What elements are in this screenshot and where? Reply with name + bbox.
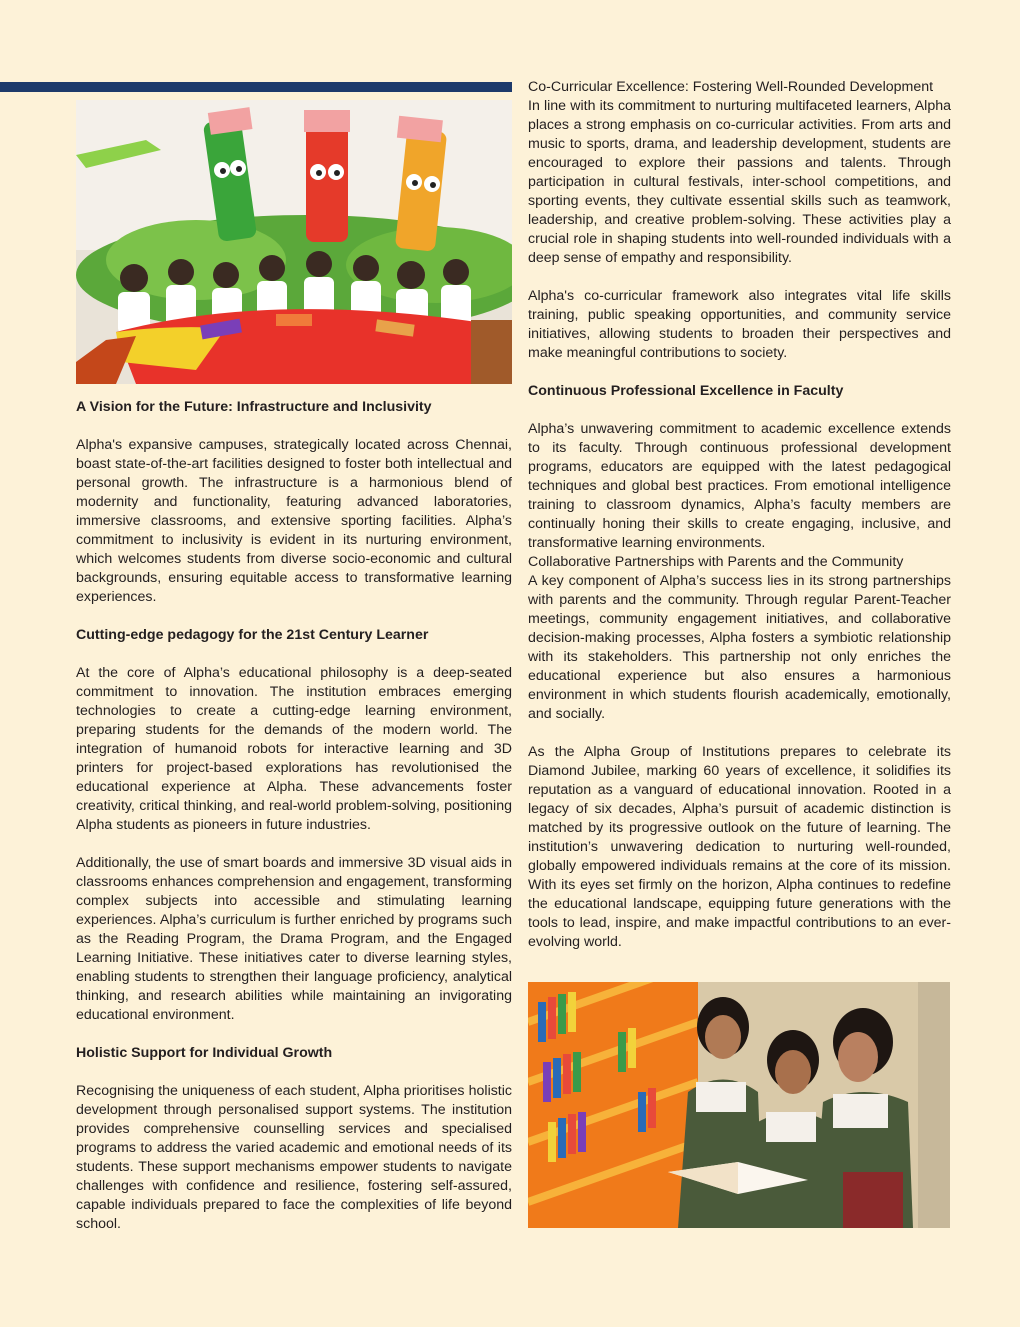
accent-bar — [0, 82, 512, 92]
section-heading: Co-Curricular Excellence: Fostering Well-Rounded Development — [528, 79, 934, 95]
left-column — [76, 398, 512, 1234]
section-heading: Cutting-edge pedagogy for the 21st Century Learner — [76, 627, 429, 643]
paragraph: In line with its commitment to nurturing multifaceted learners, Alpha places a strong emphasis on co-curricular activities. From arts and music to sports, drama, and leadership development, students are encouraged to explore their passions and talents. Through participation in cultural festivals, inter-school competitions, and sporting events, they cultivate essential skills such as teamwork, leadership, and creative problem-solving. These activities play a crucial role in shaping students into well-rounded individuals with a deep sense of empathy and responsibility. — [528, 98, 951, 266]
library-photo — [528, 982, 950, 1228]
section-heading: Holistic Support for Individual Growth — [76, 1045, 333, 1061]
paragraph: Recognising the uniqueness of each student, Alpha prioritises holistic development through personalised support systems. The institution provides comprehensive counselling services and specialised programs to address the varied academic and emotional needs of its students. These support mechanisms empower students to navigate challenges with confidence and resilience, fostering self-assured, capable individuals prepared to face the complexities of life beyond school. — [76, 1083, 512, 1232]
paragraph: Alpha's co-curricular framework also integrates vital life skills training, public speaking opportunities, and community service initiatives, allowing students to broaden their perspectives and make meaningful contributions to society. — [528, 288, 951, 361]
paragraph: As the Alpha Group of Institutions prepares to celebrate its Diamond Jubilee, marking 60 years of excellence, it solidifies its reputation as a vanguard of educational innovation. Rooted in a legacy of six decades, Alpha’s pursuit of academic distinction is matched by its progressive outlook on the future of learning. The institution’s unwavering dedication to nurturing well-rounded, globally empowered individuals remains at the core of its mission. With its eyes set firmly on the horizon, Alpha continues to redefine the educational landscape, equipping future generations with the tools to lead, inspire, and make impactful contributions to an ever-evolving world. — [528, 744, 951, 950]
right-column — [528, 78, 951, 952]
section-heading: A Vision for the Future: Infrastructure and Inclusivity — [76, 399, 432, 415]
paragraph: Alpha’s unwavering commitment to academic excellence extends to its faculty. Through continuous professional development programs, educators are equipped with the latest pedagogical techniques and global best practices. From emotional intelligence training to classroom dynamics, Alpha’s faculty members are continually honing their skills to create engaging, inclusive, and transformative learning environments. — [528, 421, 951, 551]
paragraph: At the core of Alpha’s educational philosophy is a deep-seated commitment to innovation. The institution embraces emerging technologies to create a cutting-edge learning environment, preparing students for the demands of the modern world. The integration of humanoid robots for interactive learning and 3D printers for project-based explorations has revolutionised the educational experience at Alpha. These advancements foster creativity, critical thinking, and real-world problem-solving, positioning Alpha students as pioneers in future industries. — [76, 665, 512, 833]
classroom-photo — [76, 100, 512, 384]
paragraph: Additionally, the use of smart boards and immersive 3D visual aids in classrooms enhances comprehension and engagement, transforming complex subjects into accessible and stimulating learning experiences. Alpha’s curriculum is further enriched by programs such as the Reading Program, the Drama Program, and the Engaged Learning Initiative. These initiatives cater to diverse learning styles, enabling students to strengthen their language proficiency, analytical thinking, and research abilities while maintaining an invigorating educational environment. — [76, 855, 512, 1023]
section-heading: Collaborative Partnerships with Parents and the Community — [528, 554, 904, 570]
paragraph: A key component of Alpha’s success lies in its strong partnerships with parents and the community. Through regular Parent-Teacher meetings, community engagement initiatives, and collaborative decision-making processes, Alpha fosters a symbiotic relationship with its stakeholders. This partnership not only enriches the educational experience but also ensures a harmonious environment in which students flourish academically, emotionally, and socially. — [528, 573, 951, 722]
section-heading: Continuous Professional Excellence in Faculty — [528, 383, 844, 399]
paragraph: Alpha's expansive campuses, strategically located across Chennai, boast state-of-the-art facilities designed to foster both intellectual and personal growth. The infrastructure is a harmonious blend of modernity and functionality, featuring advanced laboratories, immersive classrooms, and extensive sporting facilities. Alpha’s commitment to inclusivity is evident in its nurturing environment, which welcomes students from diverse socio-economic and cultural backgrounds, ensuring equitable access to transformative learning experiences. — [76, 437, 512, 605]
